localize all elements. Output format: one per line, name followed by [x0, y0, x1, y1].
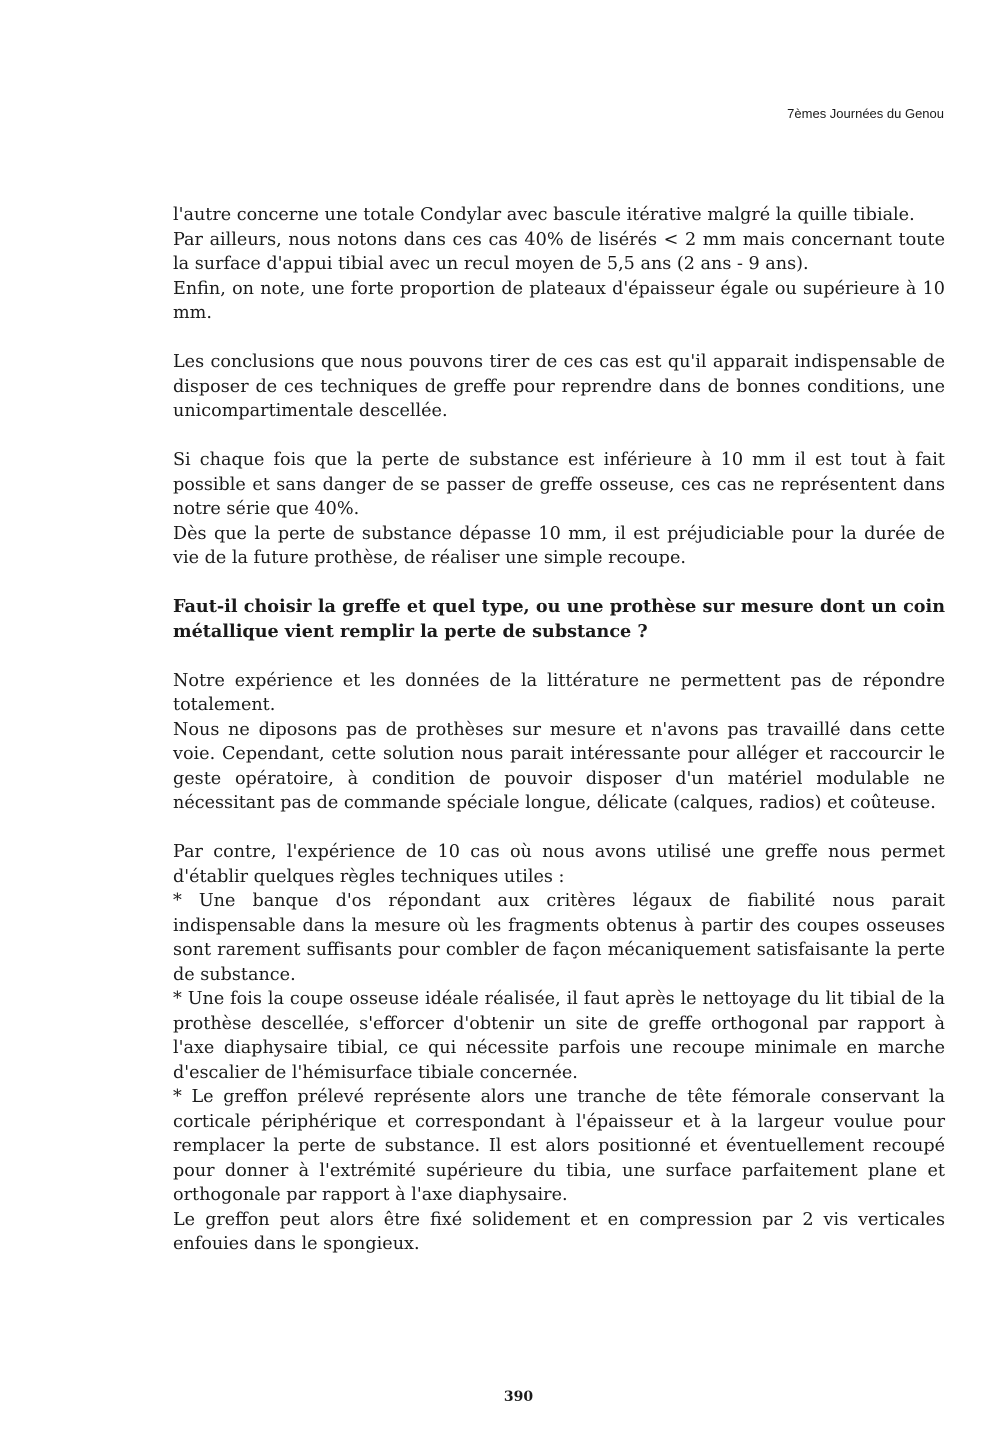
bullet-paragraph: * Une fois la coupe osseuse idéale réalisée, il faut après le nettoyage du lit tibial de la prothèse descellée, s'efforcer d'obtenir un site de greffe orthogonal par rapport à l'axe diaphysaire tibial, ce qui nécessite parfois une recoupe minimale en marche d'escalier de l'hémisurface tibiale concernée. [173, 989, 945, 1083]
paragraph: Notre expérience et les données de la littérature ne permettent pas de répondre totalement. [173, 670, 945, 715]
paragraph: Nous ne diposons pas de prothèses sur mesure et n'avons pas travaillé dans cette voie. Cependant, cette solution nous parait intéressante pour alléger et raccourcir le geste opératoire, à condition de pouvoir disposer d'un matériel modulable ne nécessitant pas de commande spéciale longue, délicate (calques, radios) et coûteuse. [173, 719, 945, 813]
paragraph: Le greffon peut alors être fixé solidement et en compression par 2 vis verticales enfouies dans le spongieux. [173, 1209, 945, 1254]
section-question-heading: Faut-il choisir la greffe et quel type, ou une prothèse sur mesure dont un coin métallique vient remplir la perte de substance ? [173, 596, 945, 642]
running-header: 7èmes Journées du Genou [787, 106, 944, 121]
body-text [173, 203, 945, 1257]
paragraph: Dès que la perte de substance dépasse 10 mm, il est préjudiciable pour la durée de vie de la future prothèse, de réaliser une simple recoupe. [173, 523, 945, 568]
paragraph: Enfin, on note, une forte proportion de plateaux d'épaisseur égale ou supérieure à 10 mm. [173, 278, 945, 323]
page-number: 390 [503, 1389, 534, 1405]
paragraph: l'autre concerne une totale Condylar avec bascule itérative malgré la quille tibiale. [173, 205, 915, 225]
paragraph: Par ailleurs, nous notons dans ces cas 40% de lisérés < 2 mm mais concernant toute la surface d'appui tibial avec un recul moyen de 5,5 ans (2 ans - 9 ans). [173, 229, 945, 274]
paragraph: Par contre, l'expérience de 10 cas où nous avons utilisé une greffe nous permet d'établir quelques règles techniques utiles : [173, 842, 945, 887]
paragraph: Si chaque fois que la perte de substance est inférieure à 10 mm il est tout à fait possible et sans danger de se passer de greffe osseuse, ces cas ne représentent dans notre série que 40%. [173, 450, 945, 519]
paragraph: Les conclusions que nous pouvons tirer de ces cas est qu'il apparait indispensable de disposer de ces techniques de greffe pour reprendre dans de bonnes conditions, une unicompartimentale descellée. [173, 352, 945, 421]
bullet-paragraph: * Une banque d'os répondant aux critères légaux de fiabilité nous parait indispensable dans la mesure où les fragments obtenus à partir des coupes osseuses sont rarement suffisants pour combler de façon mécaniquement satisfaisante la perte de substance. [173, 891, 945, 985]
bullet-paragraph: * Le greffon prélevé représente alors une tranche de tête fémorale conservant la corticale périphérique et correspondant à l'épaisseur et à la largeur voulue pour remplacer la perte de substance. Il est alors positionné et éventuellement recoupé pour donner à l'extrémité supérieure du tibia, une surface parfaitement plane et orthogonale par rapport à l'axe diaphysaire. [173, 1087, 945, 1205]
